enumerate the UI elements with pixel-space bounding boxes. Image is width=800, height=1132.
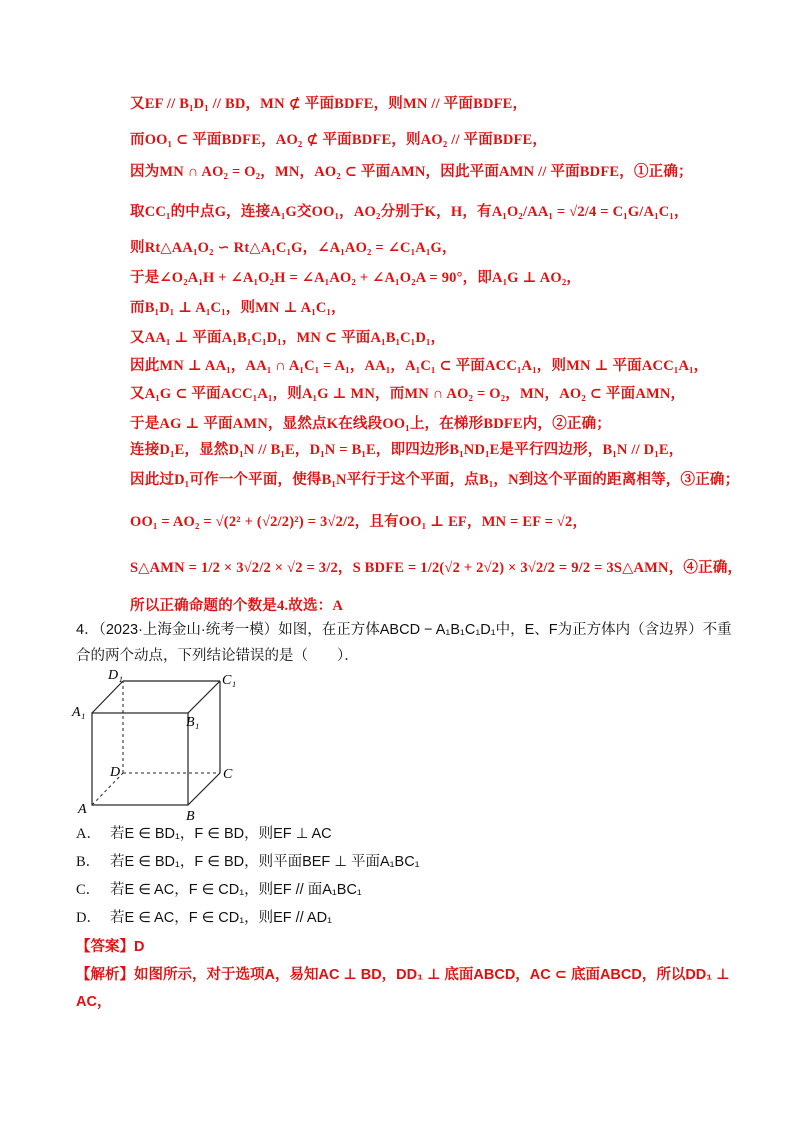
vertex-label-b: B [186,809,195,823]
vertex-label-a1: A₁ [72,705,86,720]
option-d[interactable]: D． 若E ∈ AC，F ∈ CD₁，则EF // AD₁ [76,910,332,926]
vertex-label-a: A [78,802,87,817]
options-list [76,820,736,932]
question-number: 4． [76,622,99,638]
answer-tag: 【答案】 [76,939,134,955]
option-c[interactable]: C． 若E ∈ AC，F ∈ CD₁，则EF // 面A₁BC₁ [76,882,362,898]
question-stem: 如图，在正方体ABCD − A₁B₁C₁D₁中，E、F为正方体内（含边界）不重合的两个动点，下列结论错误的是（ ）． [76,622,732,664]
solution-line: 又AA₁ ⊥ 平面A₁B₁C₁D₁，MN ⊂ 平面A₁B₁C₁D₁， [130,330,446,346]
solution-line: 因为MN ∩ AO₂ = O₂，MN，AO₂ ⊂ 平面AMN，因此平面AMN // 平面BDFE，①正确； [130,164,693,180]
solution-line: 于是∠O₂A₁H + ∠A₁O₂H = ∠A₁AO₂ + ∠A₁O₂A = 90°，即A₁G ⊥ AO₂， [130,270,582,286]
vertex-label-c1: C₁ [222,673,237,688]
vertex-label-b1: B₁ [186,715,200,730]
analysis-tag: 【解析】 [76,967,134,983]
answer-value: D [134,939,145,955]
option-b[interactable]: B． 若E ∈ BD₁，F ∈ BD，则平面BEF ⊥ 平面A₁BC₁ [76,854,420,870]
solution-line: 又A₁G ⊂ 平面ACC₁A₁，则A₁G ⊥ MN，而MN ∩ AO₂ = O₂，MN，AO₂ ⊂ 平面AMN， [130,386,686,402]
solution-line: S△AMN = 1/2 × 3√2/2 × √2 = 3/2，S BDFE = 1/2(√2 + 2√2) × 3√2/2 = 9/2 = 3S△AMN，④正确， [130,560,743,576]
vertex-label-d: D [110,765,121,780]
solution-line: 于是AG ⊥ 平面AMN，显然点K在线段OO₁上，在梯形BDFE内，②正确； [130,416,612,432]
solution-line: 连接D₁E，显然D₁N // B₁E，D₁N = B₁E，即四边形B₁ND₁E是平行四边形，B₁N // D₁E， [130,442,684,458]
solution-line: 而OO₁ ⊂ 平面BDFE，AO₂ ⊄ 平面BDFE，则AO₂ // 平面BDFE， [130,132,548,148]
answer-line [76,935,144,956]
solution-line: OO₁ = AO₂ = √(2² + (√2/2)²) = 3√2/2，且有OO₁ ⊥ EF，MN = EF = √2， [130,514,588,530]
vertex-label-d1: D₁ [108,668,123,683]
solution-line: 又EF // B₁D₁ // BD，MN ⊄ 平面BDFE，则MN // 平面BDFE， [130,96,528,112]
solution-line: 取CC₁的中点G，连接A₁G交OO₁，AO₂分别于K，H，有A₁O₂/AA₁ = √2/4 = C₁G/A₁C₁， [130,204,689,220]
solution-line: 而B₁D₁ ⊥ A₁C₁，则MN ⊥ A₁C₁， [130,300,346,316]
vertex-label-c: C [223,767,233,782]
question-source: （2023·上海金山·统考一模） [98,622,279,638]
solution-line: 所以正确命题的个数是4.故选：A [130,598,344,614]
analysis-block [76,962,736,1016]
option-a[interactable]: A． 若E ∈ BD₁，F ∈ BD，则EF ⊥ AC [76,826,332,842]
solution-line: 因此过D₁可作一个平面，使得B₁N平行于这个平面，点B₁，N到这个平面的距离相等，③正确； [130,472,740,488]
cube-figure [68,668,248,823]
analysis-text: 如图所示，对于选项A，易知AC ⊥ BD，DD₁ ⊥ 底面ABCD，AC ⊂ 底面ABCD，所以DD₁ ⊥ AC， [76,967,730,1010]
question-4 [76,617,736,669]
solution-line: 则Rt△AA₁O₂ ∽ Rt△A₁C₁G，∠A₁AO₂ = ∠C₁A₁G， [130,240,457,256]
solution-line: 因此MN ⊥ AA₁，AA₁ ∩ A₁C₁ = A₁，AA₁，A₁C₁ ⊂ 平面ACC₁A₁，则MN ⊥ 平面ACC₁A₁， [130,358,709,374]
